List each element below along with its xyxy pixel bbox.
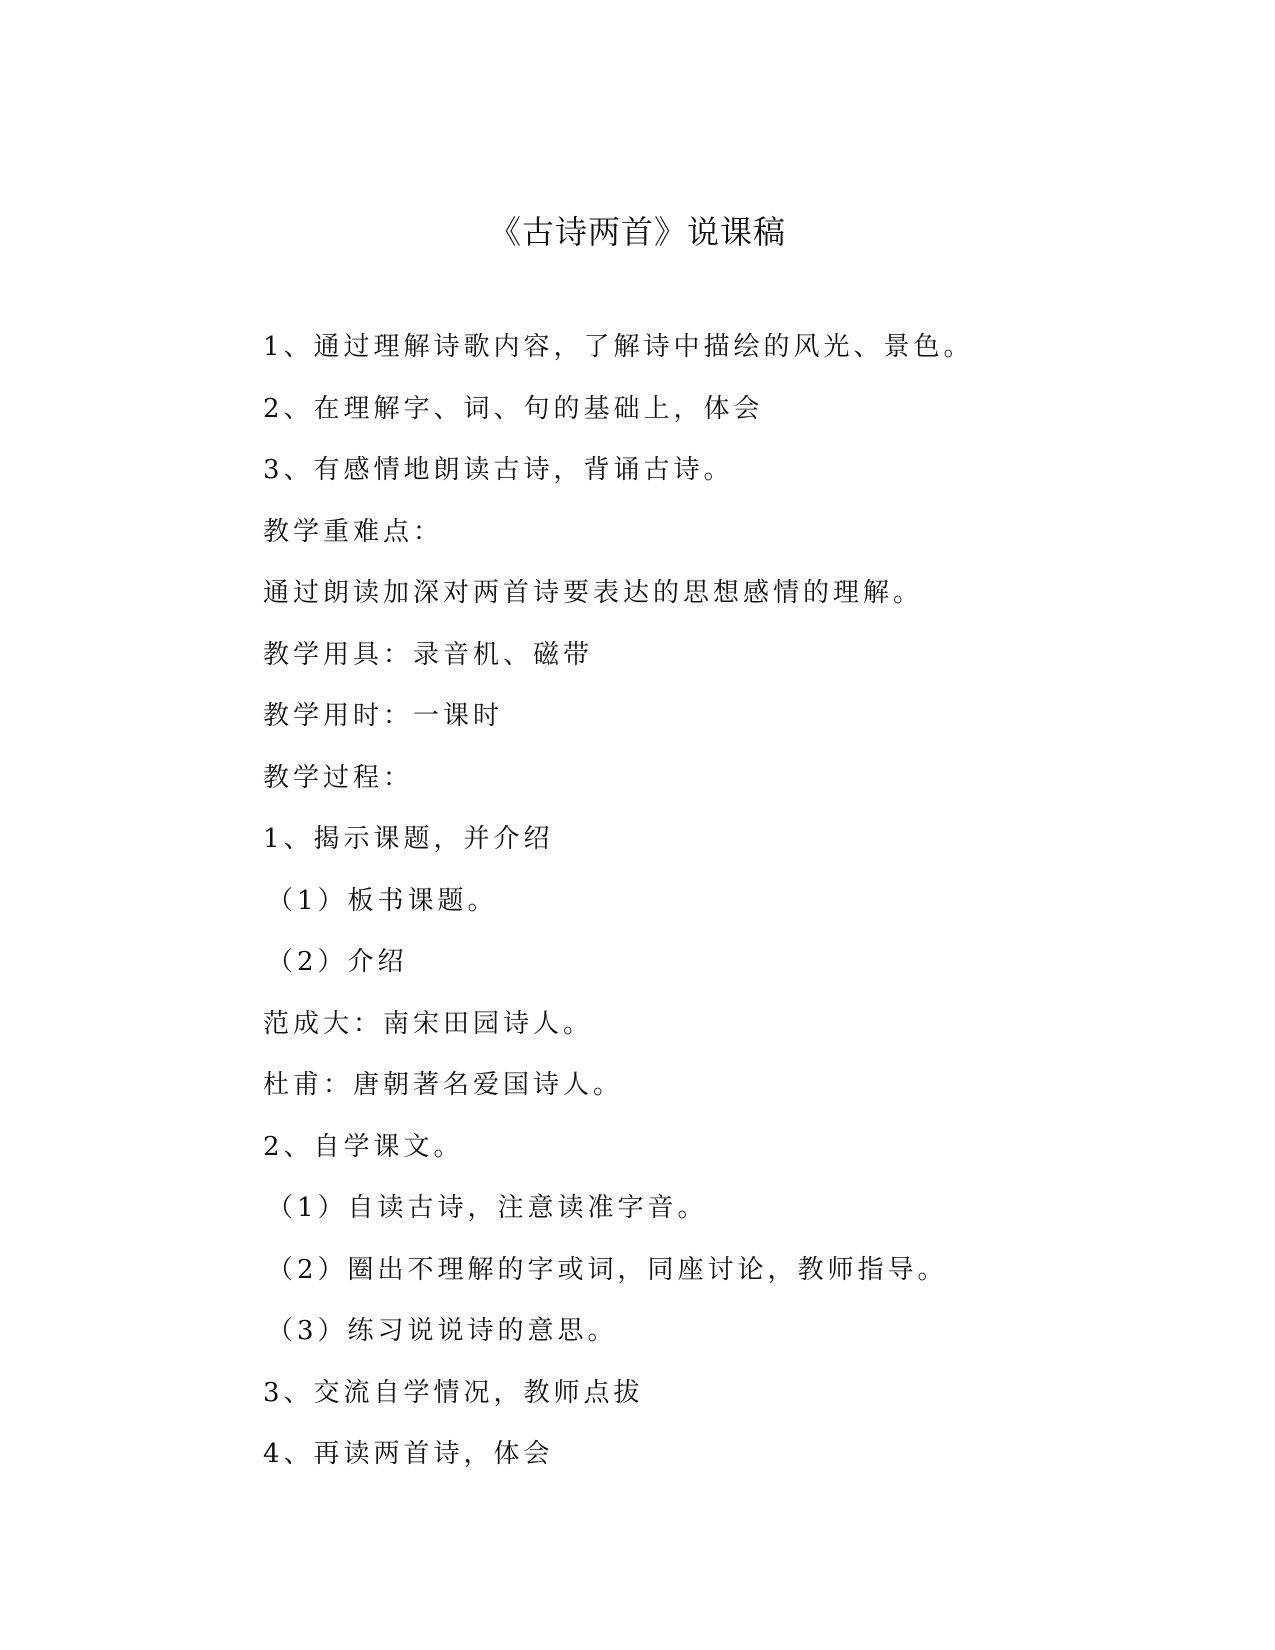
process-step-1: 1、揭示课题，并介绍 (263, 824, 554, 854)
teaching-time: 教学用时：一课时 (263, 701, 504, 731)
key-points-heading: 教学重难点： (263, 516, 444, 547)
objective-2: 2、在理解字、词、句的基础上，体会 (263, 393, 764, 424)
process-substep-1-2: （2）介绍 (267, 947, 408, 977)
document-body (263, 327, 1023, 1496)
teaching-tools: 教学用具：录音机、磁带 (263, 639, 594, 670)
key-points-text: 通过朗读加深对两首诗要表达的思想感情的理解。 (263, 578, 924, 608)
poet-du-fu: 杜甫：唐朝著名爱国诗人。 (263, 1070, 624, 1100)
process-step-4: 4、再读两首诗，体会 (263, 1439, 554, 1469)
process-step-3: 3、交流自学情况，教师点拔 (263, 1377, 644, 1408)
teaching-process-heading: 教学过程： (263, 762, 414, 793)
objective-1: 1、通过理解诗歌内容，了解诗中描绘的风光、景色。 (263, 332, 974, 362)
process-substep-2-2: （2）圈出不理解的字或词，同座讨论，教师指导。 (267, 1254, 948, 1285)
process-substep-1-1: （1）板书课题。 (267, 885, 498, 916)
process-substep-2-1: （1）自读古诗，注意读准字音。 (267, 1193, 708, 1223)
page-title: 《古诗两首》说课稿 (488, 213, 786, 251)
objective-3: 3、有感情地朗读古诗，背诵古诗。 (263, 455, 734, 485)
process-step-2: 2、自学课文。 (263, 1131, 464, 1162)
process-substep-2-3: （3）练习说说诗的意思。 (267, 1316, 618, 1346)
poet-fan-chengda: 范成大：南宋田园诗人。 (263, 1008, 594, 1039)
